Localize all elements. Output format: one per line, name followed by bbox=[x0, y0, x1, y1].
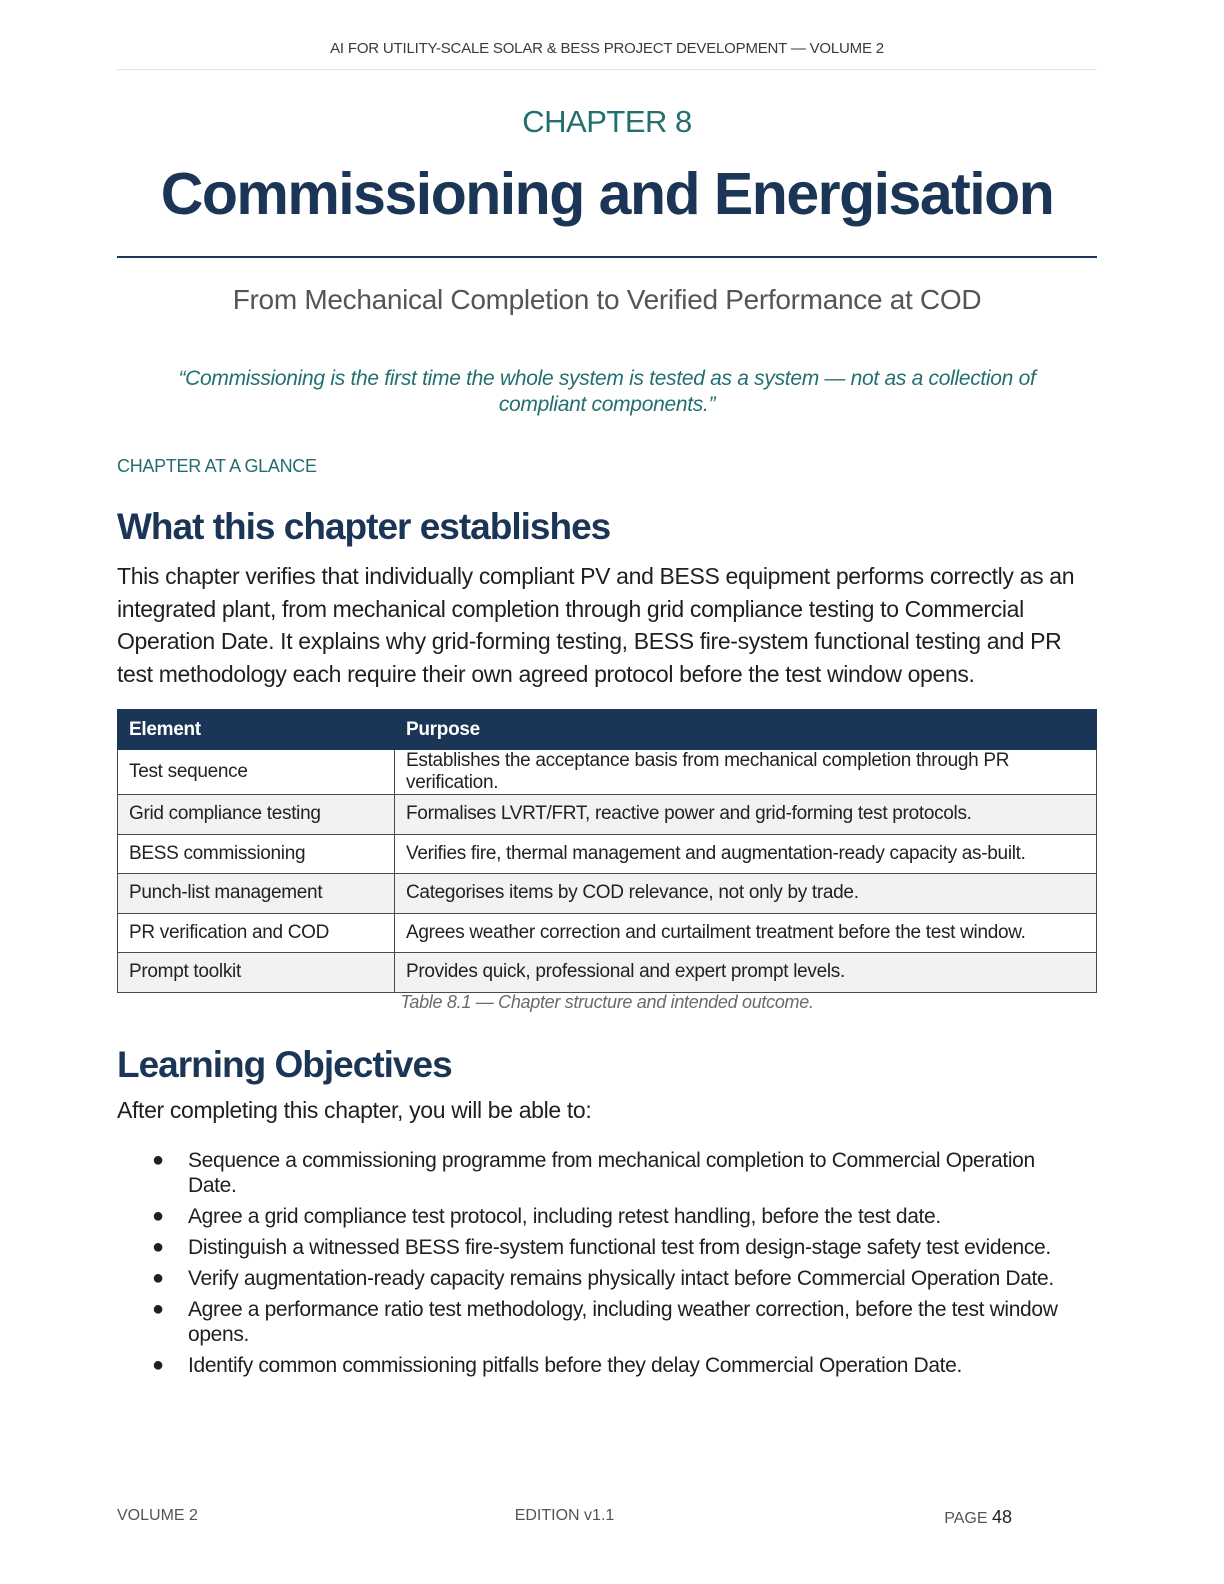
table-row bbox=[118, 795, 1097, 835]
bullet-icon: ● bbox=[152, 1354, 164, 1376]
table-row bbox=[118, 913, 1097, 953]
table-row bbox=[118, 874, 1097, 914]
list-item bbox=[152, 1235, 1088, 1260]
table-cell-element: Test sequence bbox=[118, 750, 395, 795]
objective-text: Agree a performance ratio test methodology, including weather correction, before the test window opens. bbox=[188, 1298, 1058, 1346]
bullet-icon: ● bbox=[152, 1298, 164, 1320]
table-cell-element: PR verification and COD bbox=[118, 913, 395, 953]
table-header-row bbox=[118, 710, 1097, 750]
bullet-icon: ● bbox=[152, 1205, 164, 1227]
table-cell-purpose: Verifies fire, thermal management and augmentation-ready capacity as-built. bbox=[395, 834, 1097, 874]
section-heading-establishes: What this chapter establishes bbox=[117, 506, 611, 547]
footer-page bbox=[944, 1507, 1012, 1528]
table-cell-purpose: Categorises items by COD relevance, not only by trade. bbox=[395, 874, 1097, 914]
objective-text: Agree a grid compliance test protocol, including retest handling, before the test date. bbox=[188, 1205, 941, 1228]
table-cell-element: Punch-list management bbox=[118, 874, 395, 914]
title-divider bbox=[117, 256, 1097, 258]
table-caption: Table 8.1 — Chapter structure and intended outcome. bbox=[400, 992, 814, 1012]
page-number: 48 bbox=[991, 1507, 1012, 1527]
glance-label: CHAPTER AT A GLANCE bbox=[117, 456, 317, 476]
table-cell-purpose: Formalises LVRT/FRT, reactive power and grid-forming test protocols. bbox=[395, 795, 1097, 835]
objective-text: Identify common commissioning pitfalls before they delay Commercial Operation Date. bbox=[188, 1354, 962, 1377]
objectives-list bbox=[152, 1148, 1088, 1384]
table-row bbox=[118, 953, 1097, 993]
chapter-title: Commissioning and Energisation bbox=[160, 161, 1054, 227]
footer-volume: VOLUME 2 bbox=[117, 1507, 198, 1524]
page-label: PAGE bbox=[944, 1510, 988, 1527]
objectives-intro: After completing this chapter, you will be able to: bbox=[117, 1097, 592, 1123]
list-item bbox=[152, 1204, 1088, 1229]
section-heading-objectives: Learning Objectives bbox=[117, 1044, 452, 1085]
epigraph-quote: “Commissioning is the first time the whole system is tested as a system — not as a collection of compliant components.” bbox=[178, 367, 1036, 416]
list-item bbox=[152, 1297, 1088, 1347]
objective-text: Sequence a commissioning programme from mechanical completion to Commercial Operation Date. bbox=[188, 1149, 1035, 1197]
table-header-purpose: Purpose bbox=[395, 710, 1097, 750]
table-cell-purpose: Agrees weather correction and curtailment treatment before the test window. bbox=[395, 913, 1097, 953]
table-cell-purpose: Provides quick, professional and expert prompt levels. bbox=[395, 953, 1097, 993]
bullet-icon: ● bbox=[152, 1236, 164, 1258]
footer-edition: EDITION v1.1 bbox=[514, 1507, 615, 1524]
list-item bbox=[152, 1266, 1088, 1291]
objective-text: Distinguish a witnessed BESS fire-system functional test from design-stage safety test evidence. bbox=[188, 1236, 1051, 1259]
table-row bbox=[118, 834, 1097, 874]
list-item bbox=[152, 1148, 1088, 1198]
bullet-icon: ● bbox=[152, 1267, 164, 1289]
intro-paragraph: This chapter verifies that individually compliant PV and BESS equipment performs correctly as an integrated plant, from mechanical completion through grid compliance testing to Commercial Operation Date. It explains why grid-forming testing, BESS fire-system functional testing and PR test methodology each require their own agreed protocol before the test window opens. bbox=[117, 563, 1075, 687]
table-cell-element: BESS commissioning bbox=[118, 834, 395, 874]
table-row bbox=[118, 750, 1097, 795]
chapter-structure-table bbox=[117, 709, 1097, 993]
chapter-label: CHAPTER 8 bbox=[522, 104, 692, 139]
list-item bbox=[152, 1353, 1088, 1378]
running-footer bbox=[117, 1507, 1012, 1529]
table-cell-element: Prompt toolkit bbox=[118, 953, 395, 993]
chapter-subtitle: From Mechanical Completion to Verified Performance at COD bbox=[232, 284, 982, 315]
table-header-element: Element bbox=[118, 710, 395, 750]
table-cell-element: Grid compliance testing bbox=[118, 795, 395, 835]
bullet-icon: ● bbox=[152, 1149, 164, 1171]
objective-text: Verify augmentation-ready capacity remains physically intact before Commercial Operation Date. bbox=[188, 1267, 1054, 1290]
table-cell-purpose: Establishes the acceptance basis from mechanical completion through PR verification. bbox=[395, 750, 1097, 795]
running-header: AI FOR UTILITY-SCALE SOLAR & BESS PROJECT DEVELOPMENT — VOLUME 2 bbox=[117, 40, 1097, 70]
